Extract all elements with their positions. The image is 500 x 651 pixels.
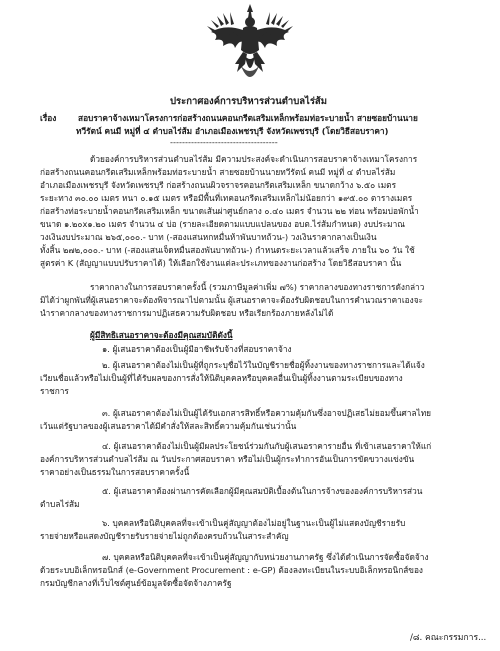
paragraph-1-line: อำเภอเมืองเพชรบุรี จังหวัดเพชรบุรี ก่อสร้างถนนผิวจราจรคอนกรีตเสริมเหล็ก ขนาดกว้าง ๖.๕๐ เมตร [40, 180, 397, 190]
paragraph-1-line: ก่อสร้างท่อระบายน้ำคอนกรีตเสริมเหล็ก ขนาดเส้นผ่าศูนย์กลาง ๐.๔๐ เมตร จำนวน ๒๒ ท่อน พร้อมบ่อพักน้ำ [40, 206, 419, 216]
org-title: ประกาศองค์การบริหารส่วนตำบลไร่ส้ม [170, 96, 327, 107]
divider: ------------------------------------ [170, 137, 278, 147]
qualification-item: ตำบลไร่ส้ม [40, 499, 80, 509]
qualification-item: ราคาอย่างเป็นธรรมในการสอบราคาครั้งนี้ [40, 467, 190, 477]
qualification-item: องค์การบริหารส่วนตำบลไร่ส้ม ณ วันประกาศสอบราคา หรือไม่เป็นผู้กระทำการอันเป็นการขัดขวางแข่งขัน [40, 454, 415, 464]
paragraph-1-line: ระยะทาง ๓๐.๐๐ เมตร หนา ๐.๑๕ เมตร หรือมีพื้นที่เทคอนกรีตเสริมเหล็กไม่น้อยกว่า ๑๙๕.๐๐ ตารางเมตร [40, 193, 413, 203]
qualification-item: ๓. ผู้เสนอราคาต้องไม่เป็นผู้ได้รับเอกสารสิทธิ์หรือความคุ้มกันซึ่งอาจปฏิเสธไม่ยอมขึ้นศาลไทย [102, 408, 432, 418]
paragraph-2-line: ราคากลางในการสอบราคาครั้งนี้ (รวมภาษีมูลค่าเพิ่ม ๗%) ราคากลางของทางราชการดังกล่าว [90, 282, 425, 292]
subject-line-1: สอบราคาจ้างเหมาโครงการก่อสร้างถนนคอนกรีตเสริมเหล็กพร้อมท่อระบายน้ำ สายซอยบ้านนาย [78, 113, 418, 123]
qualification-item: เว้นแต่รัฐบาลของผู้เสนอราคาได้มีคำสั่งให้สละสิทธิ์ความคุ้มกันเช่นว่านั้น [40, 421, 297, 431]
continuation-note: /๘. คณะกรรมการ... [410, 633, 487, 643]
qualification-item: เวียนชื่อแล้วหรือไม่เป็นผู้ที่ได้รับผลของการสั่งให้นิติบุคคลหรือบุคคลอื่นเป็นผู้ทิ้งงานตามระเบียบของทาง [40, 373, 403, 383]
qualification-item: กรมบัญชีกลางที่เว็บไซต์ศูนย์ข้อมูลจัดซื้อจัดจ้างภาครัฐ [40, 578, 232, 588]
paragraph-1-line: ทั้งสิ้น ๒๗๒,๐๐๐.- บาท (-สองแสนเจ็ดหมื่นสองพันบาทถ้วน-) กำหนดระยะเวลาแล้วเสร็จ ภายใน ๖๐ วัน ใช้ [40, 245, 415, 255]
qualification-item: ราชการ [40, 386, 69, 396]
garuda-emblem-icon [205, 2, 295, 90]
qualification-item: รายจ่ายหรือแสดงบัญชีรายรับรายจ่ายไม่ถูกต้องครบถ้วนในสาระสำคัญ [40, 531, 289, 541]
subject-label: เรื่อง [40, 113, 57, 123]
paragraph-2-line: มิได้ว่าผูกพันที่ผู้เสนอราคาจะต้องพิจารณาไปตามนั้น ผู้เสนอราคาจะต้องรับผิดชอบในการคำนวณราคาเองจะ [40, 295, 424, 305]
qualification-item: ๑. ผู้เสนอราคาต้องเป็นผู้มีอาชีพรับจ้างที่สอบราคาจ้าง [102, 344, 292, 354]
qualification-item: ๗. บุคคลหรือนิติบุคคลที่จะเข้าเป็นคู่สัญญากับหน่วยงานภาครัฐ ซึ่งได้ดำเนินการจัดซื้อจัดจ้าง [102, 552, 429, 562]
paragraph-2-line: นำราคากลางของทางราชการมาปฏิเสธความรับผิดชอบ หรือเรียกร้องภายหลังไม่ได้ [40, 308, 334, 318]
paragraph-1-line: สูตรค่า K (สัญญาแบบปรับราคาได้) ให้เลือกใช้งานแต่ละประเภทของงานก่อสร้าง โดยวิธีสอบราคา นั้น [40, 258, 402, 268]
paragraph-1-line: ด้วยองค์การบริหารส่วนตำบลไร่ส้ม มีความประสงค์จะดำเนินการสอบราคาจ้างเหมาโครงการ [90, 154, 418, 164]
paragraph-1-line: ขนาด ๑.๒๐x๑.๒๐ เมตร จำนวน ๔ บ่อ (รายละเอียดตามแบบแปลนของ อบต.ไร่ส้มกำหนด) งบประมาณ [40, 219, 405, 229]
qualification-item: ๕. ผู้เสนอราคาต้องผ่านการคัดเลือกผู้มีคุณสมบัติเบื้องต้นในการจ้างขององค์การบริหารส่วน [102, 486, 423, 496]
qualification-item: ๔. ผู้เสนอราคาต้องไม่เป็นผู้มีผลประโยชน์ร่วมกันกับผู้เสนอราคารายอื่น ที่เข้าเสนอราคาให้แก่ [102, 441, 432, 451]
qualifications-heading: ผู้มีสิทธิเสนอราคาจะต้องมีคุณสมบัติดังนี้ [90, 330, 233, 340]
qualification-item: ๖. บุคคลหรือนิติบุคคลที่จะเข้าเป็นคู่สัญญาต้องไม่อยู่ในฐานะเป็นผู้ไม่แสดงบัญชีรายรับ [102, 518, 406, 528]
paragraph-1-line: ก่อสร้างถนนคอนกรีตเสริมเหล็กพร้อมท่อระบายน้ำ สายซอยบ้านนายทวีรัตน์ คนมี หมู่ที่ ๔ ตำบลไร่ส้ม [40, 167, 396, 177]
paragraph-1-line: วงเงินงบประมาณ ๒๖๕,๐๐๐.- บาท (-สองแสนหกหมื่นห้าพันบาทถ้วน-) วงเงินราคากลางเป็นเงิน [40, 232, 377, 242]
subject-line-2: ทวีรัตน์ คนมี หมู่ที่ ๔ ตำบลไร่ส้ม อำเภอเมืองเพชรบุรี จังหวัดเพชรบุรี (โดยวิธีสอบราคา) [76, 126, 389, 136]
qualification-item: ด้วยระบบอิเล็กทรอนิกส์ (e-Government Procurement : e-GP) ต้องลงทะเบียนในระบบอิเล็กทรอนิกส์ของ [40, 565, 423, 575]
qualification-item: ๒. ผู้เสนอราคาต้องไม่เป็นผู้ที่ถูกระบุชื่อไว้ในบัญชีรายชื่อผู้ทิ้งงานของทางราชการและได้แจ้ง [102, 360, 425, 370]
